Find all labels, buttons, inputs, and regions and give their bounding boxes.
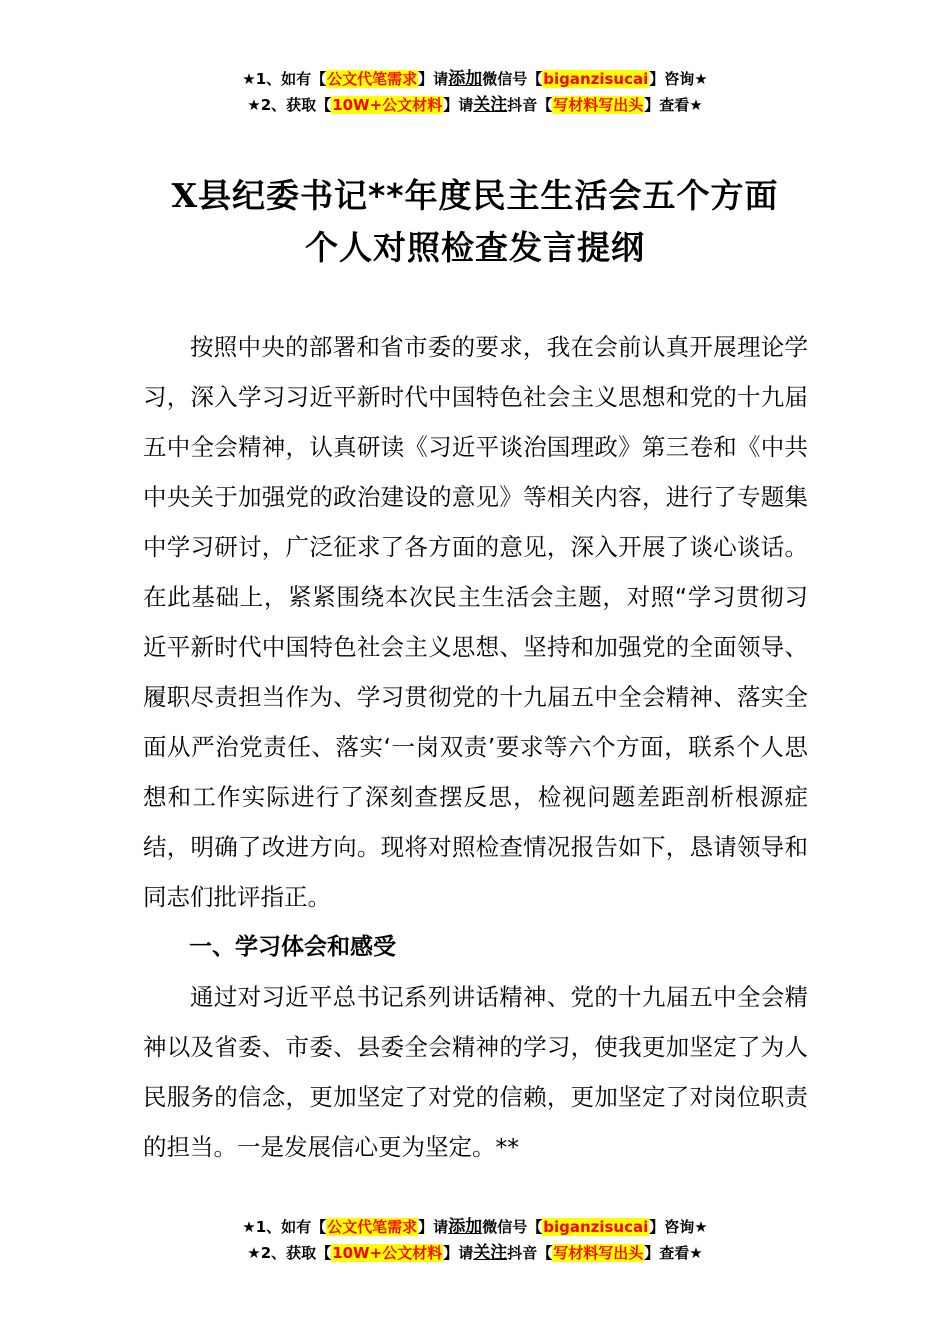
banner-text: 微信号【 <box>482 70 543 88</box>
banner-highlight: 公文代笔需求 <box>327 1218 418 1236</box>
banner-text: 抖音【 <box>507 96 553 114</box>
banner-text: 】请 <box>443 1244 474 1262</box>
banner-text: 】查看★ <box>644 96 703 114</box>
title-line-1 <box>0 170 950 222</box>
banner-text: 】请 <box>418 70 449 88</box>
banner-text: 】请 <box>418 1218 449 1236</box>
banner-text: ★1、如有【 <box>242 70 327 88</box>
title-line-2: 个人对照检查发言提纲 <box>305 228 645 267</box>
document-body <box>143 322 808 1172</box>
banner-underline: 关注 <box>473 95 508 115</box>
banner-highlight: 写材料写出头 <box>553 96 644 114</box>
banner-text: 】请 <box>443 96 474 114</box>
banner-highlight: 10W+公文材料 <box>332 96 443 114</box>
banner-highlight: biganzisucai <box>543 1218 649 1236</box>
title-text: 县纪委书记**年度民主生活会五个方面 <box>198 176 779 215</box>
banner-line-2 <box>0 92 950 118</box>
banner-text: 】查看★ <box>644 1244 703 1262</box>
banner-text: 抖音【 <box>507 1244 553 1262</box>
banner-text: 微信号【 <box>482 1218 543 1236</box>
paragraph-intro: 按照中央的部署和省市委的要求，我在会前认真开展理论学习，深入学习习近平新时代中国特色社会主义思想和党的十九届五中全会精神，认真研读《习近平谈治国理政》第三卷和《中共中央关于加强党的政治建设的意见》等相关内容，进行了专题集中学习研讨，广泛征求了各方面的意见，深入开展了谈心谈话。在此基础上，紧紧围绕本次民主生活会主题，对照“学习贯彻习近平新时代中国特色社会主义思想、坚持和加强党的全面领导、履职尽责担当作为、学习贯彻党的十九届五中全会精神、落实全面从严治党责任、落实‘一岗双责’要求等六个方面，联系个人思想和工作实际进行了深刻查摆反思，检视问题差距剖析根源症结，明确了改进方向。现将对照检查情况报告如下，恳请领导和同志们批评指正。 <box>143 333 808 911</box>
banner-text: ★2、获取【 <box>247 1244 332 1262</box>
banner-underline: 关注 <box>473 1243 508 1263</box>
banner-line-1 <box>0 1214 950 1240</box>
banner-highlight: 10W+公文材料 <box>332 1244 443 1262</box>
paragraph-section-1: 通过对习近平总书记系列讲话精神、党的十九届五中全会精神以及省委、市委、县委全会精神的学习，使我更加坚定了为人民服务的信念，更加坚定了对党的信赖，更加坚定了对岗位职责的担当。一是发展信心更为坚定。** <box>143 983 808 1161</box>
banner-text: ★1、如有【 <box>242 1218 327 1236</box>
banner-highlight: 写材料写出头 <box>553 1244 644 1262</box>
banner-text: ★2、获取【 <box>247 96 332 114</box>
title-prefix: X <box>171 176 199 215</box>
banner-underline: 添加 <box>448 1217 483 1237</box>
banner-text: 】咨询★ <box>649 70 708 88</box>
header-banner <box>0 66 950 118</box>
banner-highlight: biganzisucai <box>543 70 649 88</box>
footer-banner <box>0 1214 950 1266</box>
document-title <box>0 170 950 274</box>
banner-text: 】咨询★ <box>649 1218 708 1236</box>
banner-underline: 添加 <box>448 69 483 89</box>
banner-line-1 <box>0 66 950 92</box>
banner-highlight: 公文代笔需求 <box>327 70 418 88</box>
section-heading: 一、学习体会和感受 <box>189 934 396 960</box>
banner-line-2 <box>0 1240 950 1266</box>
